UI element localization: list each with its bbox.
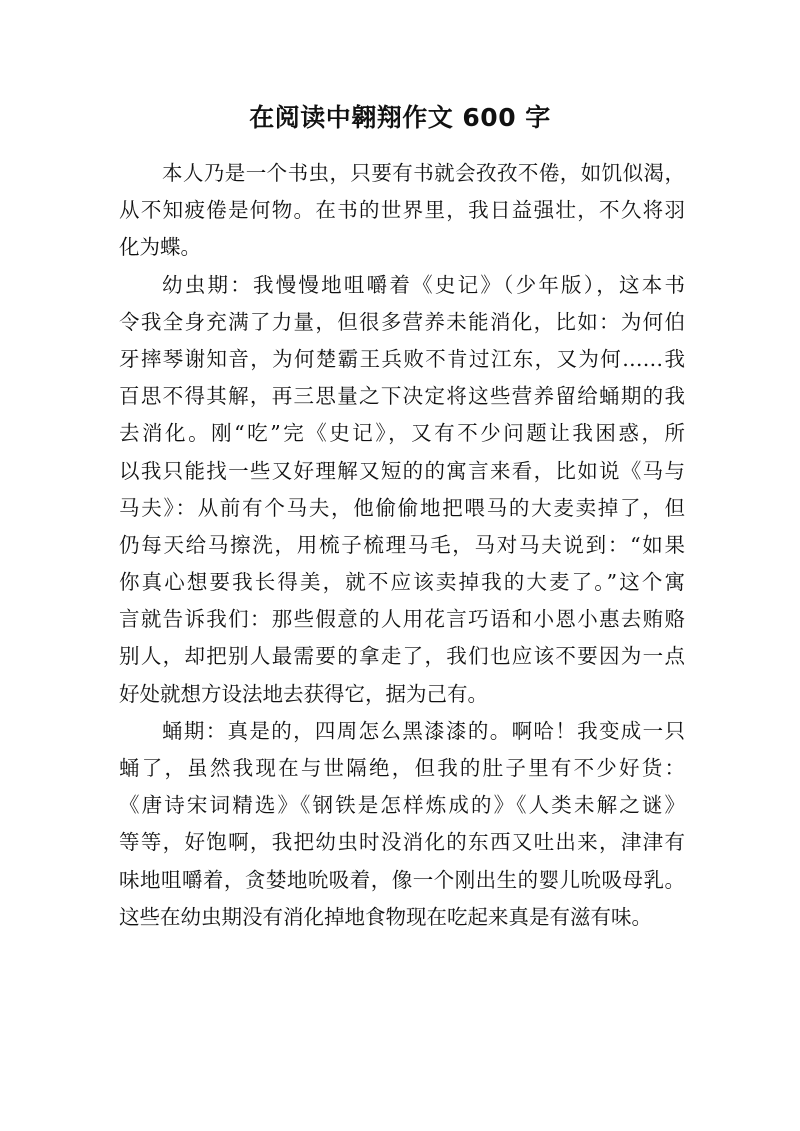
text-line: 牙摔琴谢知音，为何楚霸王兵败不肯过江东，又为何……我 — [119, 346, 685, 371]
document-title: 在阅读中翱翔作文 600 字 — [249, 103, 551, 132]
text-line: 好处就想方设法地去获得它，据为己有。 — [119, 681, 488, 706]
text-line: 别人，却把别人最需要的拿走了，我们也应该不要因为一点 — [119, 644, 685, 669]
text-line: 这些在幼虫期没有消化掉地食物现在吃起来真是有滋有味。 — [119, 904, 652, 929]
text-line: 蛹期：真是的，四周怎么黑漆漆的。啊哈！我变成一只 — [162, 718, 685, 743]
document-body — [119, 155, 685, 936]
text-line: 化为蝶。 — [119, 235, 201, 260]
paragraph-intro — [119, 155, 685, 267]
text-line: 仍每天给马擦洗，用梳子梳理马毛，马对马夫说到：“如果 — [119, 532, 685, 557]
text-line: 你真心想要我长得美，就不应该卖掉我的大麦了。”这个寓 — [119, 570, 685, 595]
text-line: 《唐诗宋词精选》《钢铁是怎样炼成的》《人类未解之谜》 — [119, 793, 685, 818]
text-line: 味地咀嚼着，贪婪地吮吸着，像一个刚出生的婴儿吮吸母乳。 — [119, 867, 685, 892]
text-line: 幼虫期：我慢慢地咀嚼着《史记》（少年版），这本书 — [162, 272, 685, 297]
text-line: 本人乃是一个书虫，只要有书就会孜孜不倦，如饥似渴， — [162, 161, 685, 185]
text-line: 百思不得其解，再三思量之下决定将这些营养留给蛹期的我 — [119, 384, 685, 409]
text-line: 从不知疲倦是何物。在书的世界里，我日益强壮，不久将羽 — [119, 198, 685, 223]
paragraph-pupa — [119, 713, 685, 936]
text-line: 等等，好饱啊，我把幼虫时没消化的东西又吐出来，津津有 — [119, 830, 685, 855]
text-line: 令我全身充满了力量，但很多营养未能消化，比如：为何伯 — [119, 309, 685, 334]
text-line: 言就告诉我们：那些假意的人用花言巧语和小恩小惠去贿赂 — [119, 607, 685, 632]
paragraph-larva — [119, 267, 685, 713]
text-line: 以我只能找一些又好理解又短的的寓言来看，比如说《马与 — [119, 458, 685, 483]
text-line: 马夫》：从前有个马夫，他偷偷地把喂马的大麦卖掉了，但 — [119, 495, 685, 520]
text-line: 蛹了，虽然我现在与世隔绝，但我的肚子里有不少好货： — [119, 756, 685, 780]
text-line: 去消化。刚“吃”完《史记》，又有不少问题让我困惑，所 — [119, 421, 685, 446]
